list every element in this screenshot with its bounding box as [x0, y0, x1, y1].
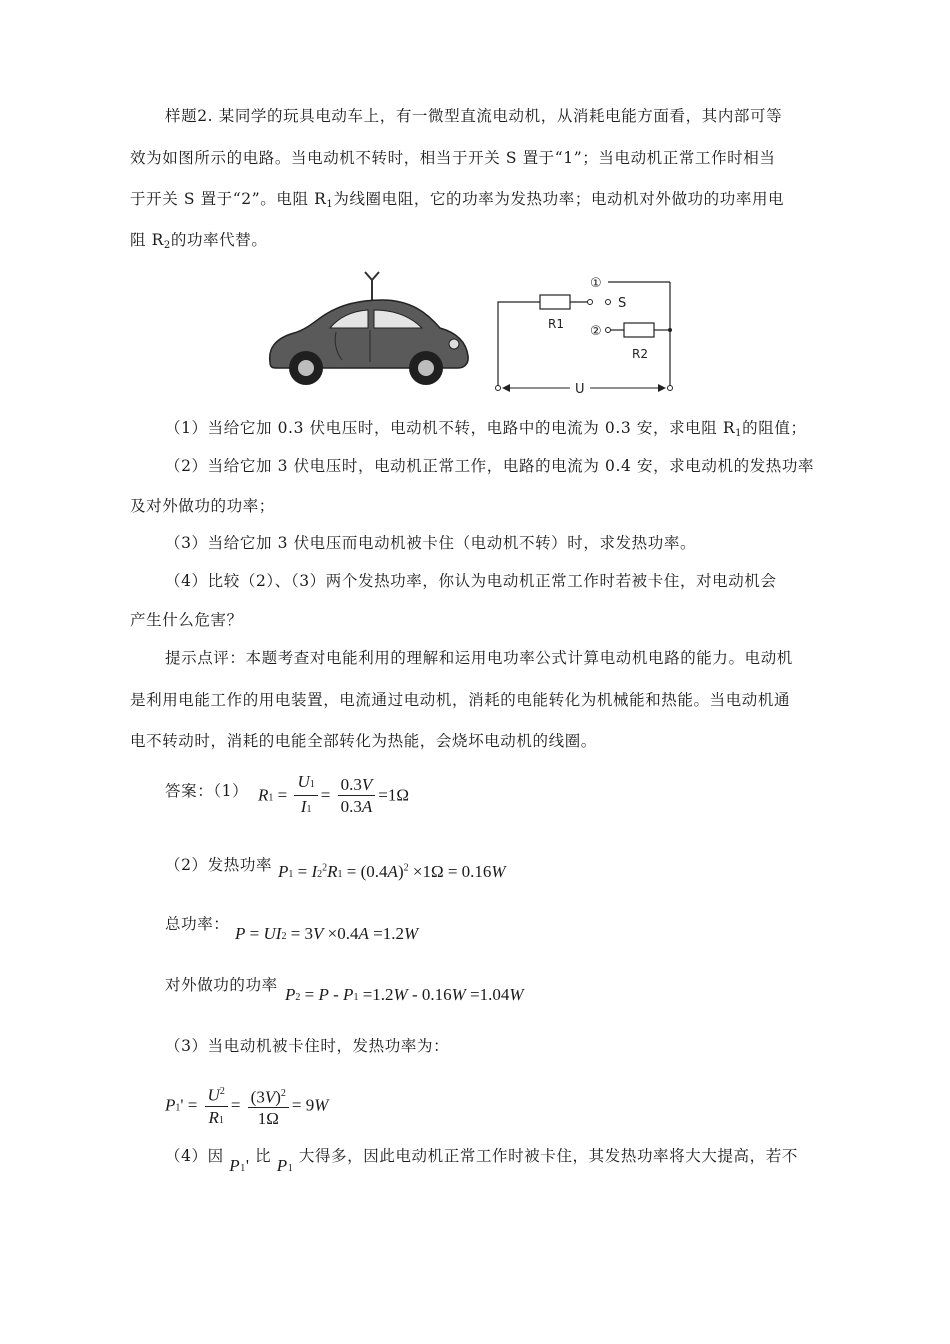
problem-line-2: 效为如图所示的电路。当电动机不转时，相当于开关 S 置于“1”；当电动机正常工作时相当 — [130, 149, 776, 167]
problem-line-4: 阻 $R_2$的功率代替。 — [130, 231, 268, 251]
toy-car-illustration — [262, 270, 477, 395]
question-2: （2）当给它加 3 伏电压时，电动机正常工作，电路的电流为 0.4 安，求电动机的发热功率 — [165, 457, 815, 475]
work-power-formula: P2 = P - P1 =1.2W - 0.16W =1.04W — [285, 985, 524, 1004]
problem-line-3: 于开关 S 置于“2”。电阻 $R_1$为线圈电阻，它的功率为发热功率；电动机对外做功的功率用电 — [130, 190, 785, 210]
circuit-diagram — [490, 270, 690, 400]
answer-3-formula: P1' = $\frac{U^2}{R1}$ = $\frac{(3V)^2}{1\Omega}$ = 9W — [165, 1082, 328, 1132]
answer-3-label: （3）当电动机被卡住时，发热功率为： — [165, 1037, 450, 1055]
heat-power-formula: $P1 = I2^2R1 = (0.4A)^2 \times 1\Omega = 0.16W$ — [278, 862, 506, 881]
question-1: （1）当给它加 0.3 伏电压时，电动机不转，电路中的电流为 0.3 安，求电阻 $R_1$的阻值； — [165, 419, 807, 439]
total-power-label: 总功率： — [165, 915, 230, 933]
switch-label: S — [618, 296, 627, 311]
voltage-label: U — [575, 382, 585, 397]
work-power-label: 对外做功的功率 — [165, 976, 278, 994]
answer-4-line: （4）因 P1' 比 P1 大得多，因此电动机正常工作时被卡住，其发热功率将大大提高，若不 — [165, 1147, 798, 1175]
question-3: （3）当给它加 3 伏电压而电动机被卡住（电动机不转）时，求发热功率。 — [165, 534, 697, 552]
hint-line-2: 是利用电能工作的用电装置，电流通过电动机，消耗的电能转化为机械能和热能。当电动机通 — [130, 691, 791, 709]
answer-2-label: （2）发热功率 — [165, 856, 273, 874]
problem-line-1: 样题2. 某同学的玩具电动车上，有一微型直流电动机，从消耗电能方面看，其内部可等 — [165, 107, 783, 125]
r2-label: R2 — [632, 347, 648, 361]
answer-1-label: 答案：（1） — [165, 782, 249, 800]
question-4-cont: 产生什么危害？ — [130, 611, 243, 629]
question-2-cont: 及对外做功的功率； — [130, 497, 275, 515]
hint-line-3: 电不转动时，消耗的电能全部转化为热能，会烧坏电动机的线圈。 — [130, 732, 597, 750]
question-4: （4）比较（2）、（3）两个发热功率，你认为电动机正常工作时若被卡住，对电动机会 — [165, 572, 777, 590]
answer-1-formula: R1 = $\frac{U1}{I1}$ = $\frac{0.3V}{0.3A}$ =1Ω — [258, 772, 409, 816]
terminal-1-label: ① — [590, 276, 602, 291]
hint-line-1: 提示点评：本题考查对电能利用的理解和运用电功率公式计算电动机电路的能力。电动机 — [165, 649, 793, 667]
resistor-r2 — [624, 323, 654, 337]
resistor-r1 — [540, 295, 570, 309]
r1-label: R1 — [548, 317, 564, 331]
terminal-2-label: ② — [590, 324, 602, 339]
total-power-formula: P = UI2 = 3V ×0.4A =1.2W — [235, 924, 419, 943]
